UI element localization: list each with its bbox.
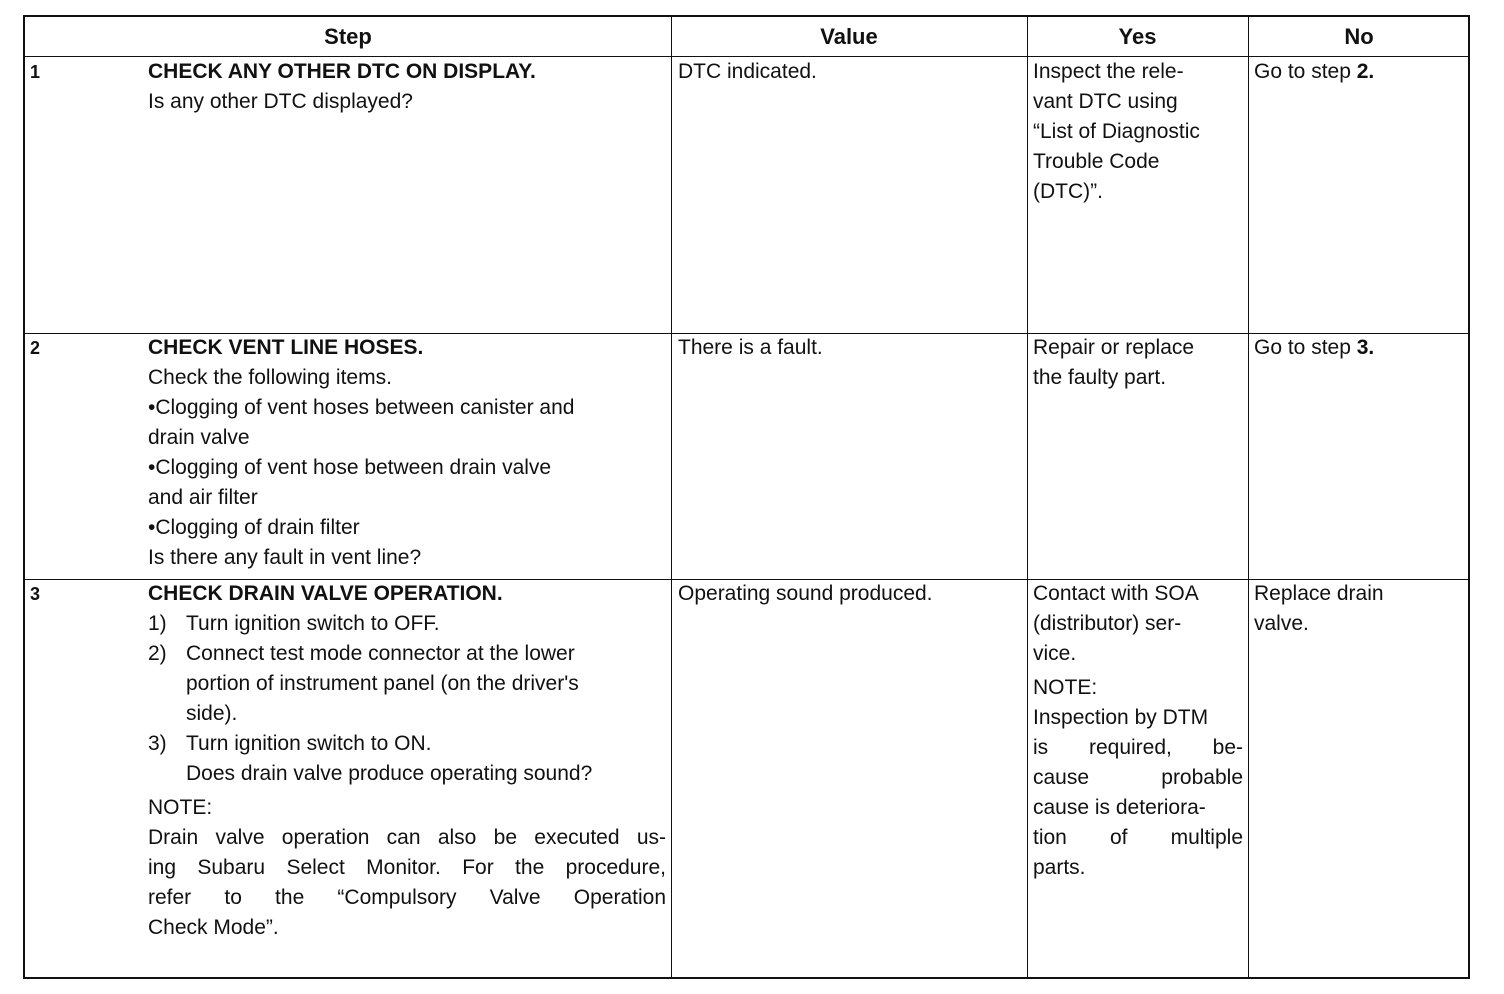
procedure-number: 1) <box>148 612 167 635</box>
note-text: ing Subaru Select Monitor. For the procedure, <box>148 856 666 879</box>
value-cell: There is a fault. <box>678 336 823 359</box>
note-text: refer to the “Compulsory Valve Operation <box>148 886 666 909</box>
value-cell: DTC indicated. <box>678 60 817 83</box>
no-cell <box>1254 57 1374 87</box>
step-cell <box>148 57 536 117</box>
yes-text: (distributor) ser- <box>1033 612 1182 635</box>
yes-text: Inspect the rele- <box>1033 60 1184 83</box>
procedure-step <box>148 729 666 759</box>
yes-text: vant DTC using <box>1033 90 1178 113</box>
procedure-number: 2) <box>148 642 167 665</box>
no-text: Go to step <box>1254 60 1357 83</box>
no-step-ref: 3. <box>1356 336 1375 359</box>
yes-text: the faulty part. <box>1033 366 1167 389</box>
yes-text: Trouble Code <box>1033 150 1160 173</box>
yes-text: (DTC)”. <box>1033 180 1103 203</box>
procedure-text: portion of instrument panel (on the driver's <box>186 672 579 695</box>
procedure-question: Does drain valve produce operating sound? <box>186 762 593 785</box>
step-number: 2 <box>30 338 41 358</box>
step-text: •Clogging of drain filter <box>148 516 360 539</box>
step-text: •Clogging of vent hose between drain valve <box>148 456 552 479</box>
no-cell <box>1254 579 1384 639</box>
note-text: Inspection by DTM <box>1033 706 1209 729</box>
step-title: CHECK DRAIN VALVE OPERATION. <box>148 582 503 605</box>
procedure-text: Turn ignition switch to OFF. <box>186 612 440 635</box>
diagnostic-table <box>23 15 1470 979</box>
note-text: tion of multiple <box>1033 826 1243 849</box>
step-cell <box>148 579 666 943</box>
note-text: cause is deteriora- <box>1033 796 1206 819</box>
header-yes: Yes <box>1118 24 1157 49</box>
yes-cell <box>1033 579 1243 883</box>
header-step: Step <box>324 24 372 49</box>
note-text: is required, be- <box>1033 736 1243 759</box>
column-divider <box>1027 17 1028 977</box>
yes-text: “List of Diagnostic <box>1033 120 1200 143</box>
step-text: Is there any fault in vent line? <box>148 546 422 569</box>
step-number: 3 <box>30 584 41 604</box>
note-text: Check Mode”. <box>148 916 279 939</box>
no-text: Go to step <box>1254 336 1357 359</box>
procedure-step <box>148 639 666 669</box>
step-text: drain valve <box>148 426 250 449</box>
yes-text: vice. <box>1033 642 1077 665</box>
value-cell: Operating sound produced. <box>678 582 933 605</box>
column-divider <box>671 17 672 977</box>
step-text: and air filter <box>148 486 258 509</box>
yes-text: Repair or replace <box>1033 336 1195 359</box>
yes-cell <box>1033 333 1194 393</box>
note-label: NOTE: <box>148 796 213 819</box>
header-value: Value <box>820 24 878 49</box>
no-cell <box>1254 333 1374 363</box>
procedure-text: Turn ignition switch to ON. <box>186 732 432 755</box>
step-text: Is any other DTC displayed? <box>148 90 413 113</box>
note-text: parts. <box>1033 856 1086 879</box>
header-no: No <box>1344 24 1374 49</box>
procedure-text: Connect test mode connector at the lower <box>186 642 575 665</box>
step-text: Check the following items. <box>148 366 392 389</box>
procedure-text: side). <box>186 702 238 725</box>
note-label: NOTE: <box>1033 676 1098 699</box>
column-divider <box>1248 17 1249 977</box>
step-text: •Clogging of vent hoses between canister and <box>148 396 575 419</box>
step-title: CHECK ANY OTHER DTC ON DISPLAY. <box>148 60 536 83</box>
note-text: Drain valve operation can also be executed us- <box>148 826 666 849</box>
procedure-step <box>148 609 666 639</box>
step-cell <box>148 333 574 573</box>
yes-cell <box>1033 57 1200 207</box>
no-text: valve. <box>1254 612 1309 635</box>
no-text: Replace drain <box>1254 582 1384 605</box>
note-text: cause probable <box>1033 766 1243 789</box>
no-step-ref: 2. <box>1356 60 1375 83</box>
step-title: CHECK VENT LINE HOSES. <box>148 336 424 359</box>
step-number: 1 <box>30 62 41 82</box>
yes-text: Contact with SOA <box>1033 582 1199 605</box>
procedure-number: 3) <box>148 732 167 755</box>
